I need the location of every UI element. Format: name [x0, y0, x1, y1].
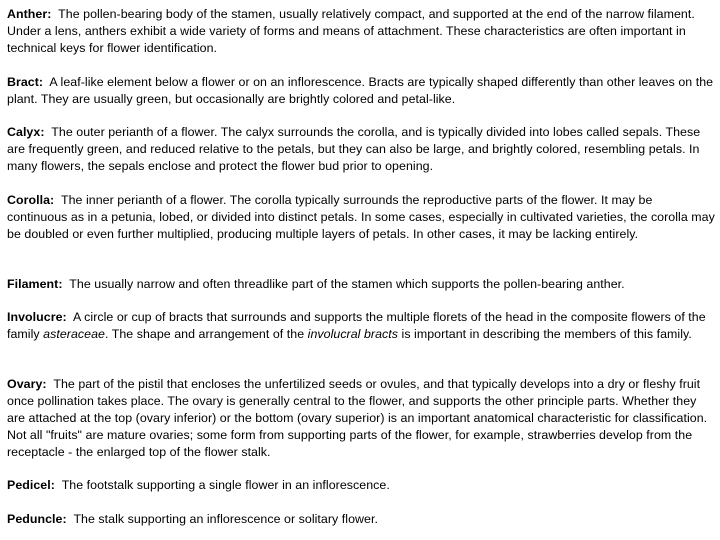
definition-filament: The usually narrow and often threadlike part of the stamen which supports the pollen-bearing anther. — [69, 277, 625, 291]
glossary-entry-involucre — [7, 309, 715, 343]
glossary-entry-anther — [7, 6, 715, 57]
definition-ovary: The part of the pistil that encloses the unfertilized seeds or ovules, and that typically develops into a dry or fleshy fruit once pollination takes place. The ovary is generally central to the flower, and supports the other principle parts. Whether they are attached at the top (ovary inferior) or the bottom (ovary superior) is an important anatomical characteristic for classification. Not all "fruits" are mature ovaries; some form from supporting parts of the flower, for example, strawberries develop from the receptacle - the enlarged top of the flower stalk. — [7, 377, 708, 459]
definition-calyx: The outer perianth of a flower. The calyx surrounds the corolla, and is typically divided into lobes called sepals. These are frequently green, and reduced relative to the petals, but they can also be large, and brightly colored, resembling petals. In many flowers, the sepals enclose and protect the flower bud prior to opening. — [7, 125, 701, 173]
definition-peduncle: The stalk supporting an inflorescence or solitary flower. — [73, 512, 378, 526]
term-bract: Bract: — [7, 75, 44, 89]
glossary-entry-peduncle — [7, 511, 715, 528]
definition-corolla: The inner perianth of a flower. The corolla typically surrounds the reproductive parts of the flower. It may be continuous as in a petunia, lobed, or divided into distinct petals. In some cases, especially in cultivated varieties, the corolla may be doubled or even further multiplied, producing multiple layers of petals. In other cases, it may be lacking entirely. — [7, 193, 715, 241]
glossary-entry-filament — [7, 276, 715, 293]
definition-involucre-part3: is important in describing the members of this family. — [401, 327, 692, 341]
glossary-entry-pedicel — [7, 477, 715, 494]
term-pedicel: Pedicel: — [7, 478, 55, 492]
term-calyx: Calyx: — [7, 125, 45, 139]
term-filament: Filament: — [7, 277, 63, 291]
definition-involucre-italic1: asteraceae — [43, 327, 105, 341]
glossary-entry-ovary — [7, 376, 715, 461]
term-peduncle: Peduncle: — [7, 512, 67, 526]
term-ovary: Ovary: — [7, 377, 47, 391]
term-anther: Anther: — [7, 7, 52, 21]
term-involucre: Involucre: — [7, 310, 67, 324]
definition-involucre-part1: A circle or cup of bracts that surrounds and supports the multiple florets of the head in the composite flowers of the family — [7, 310, 706, 341]
glossary-entry-corolla — [7, 192, 715, 243]
glossary-entry-bract — [7, 74, 715, 108]
glossary-entry-calyx — [7, 124, 715, 175]
definition-bract: A leaf-like element below a flower or on an inflorescence. Bracts are typically shaped differently than other leaves on the plant. They are usually green, but occasionally are brightly colored and petal-like. — [7, 75, 714, 106]
definition-involucre-part2: . The shape and arrangement of the — [104, 327, 305, 341]
definition-pedicel: The footstalk supporting a single flower in an inflorescence. — [61, 478, 390, 492]
term-corolla: Corolla: — [7, 193, 55, 207]
definition-anther: The pollen-bearing body of the stamen, usually relatively compact, and supported at the end of the narrow filament. Under a lens, anthers exhibit a wide variety of forms and means of attachment. These characteristics are often important in technical keys for flower identification. — [7, 7, 695, 55]
definition-involucre-italic2: involucral bracts — [307, 327, 399, 341]
